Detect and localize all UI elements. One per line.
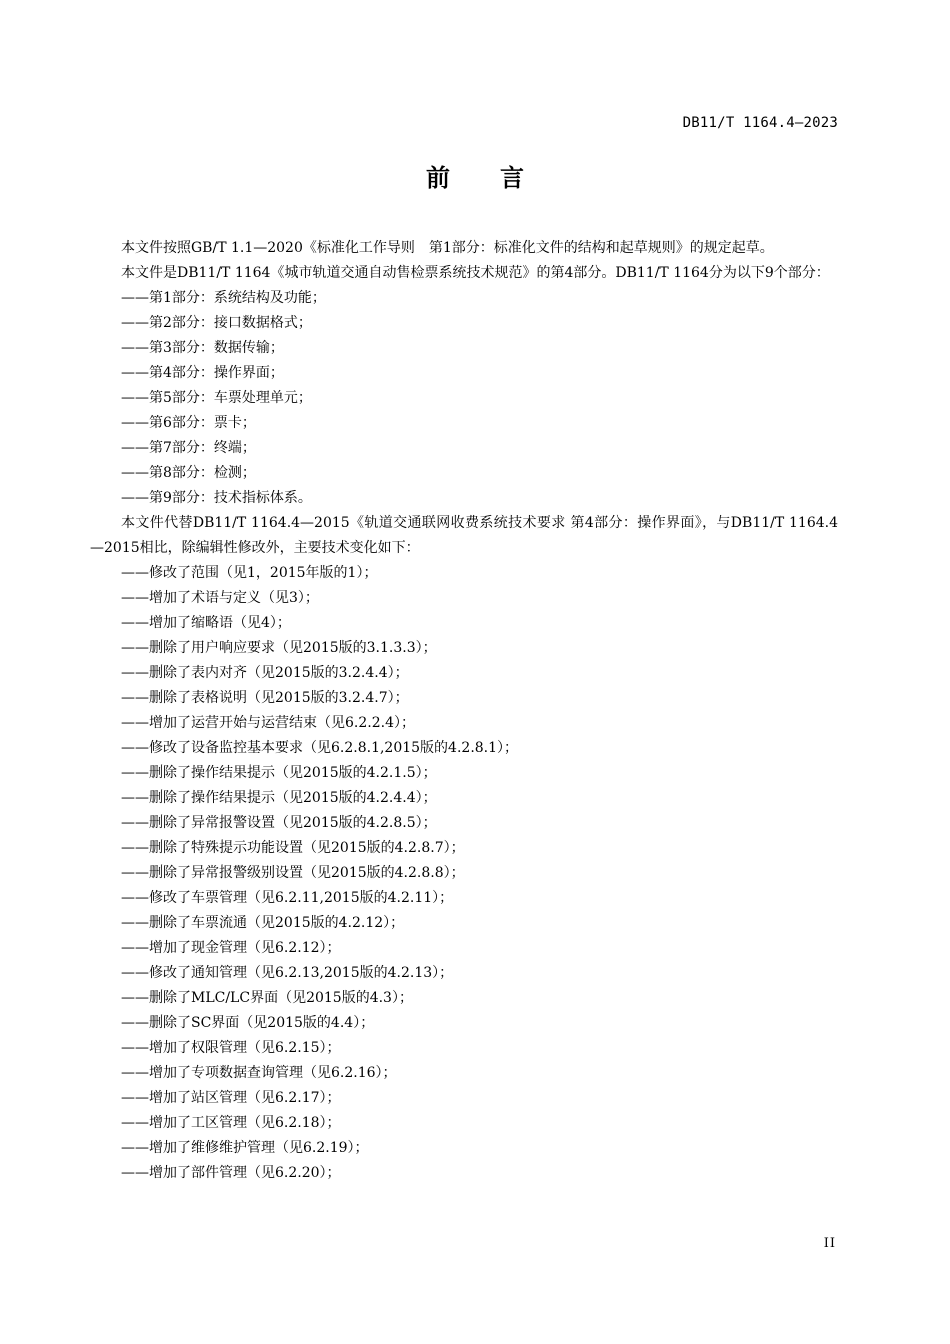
list-item: ——增加了维修维护管理（见6.2.19）； [121, 1140, 369, 1156]
list-item: ——第7部分：终端； [121, 440, 256, 456]
list-item: ——第5部分：车票处理单元； [121, 390, 312, 406]
list-item: ——修改了范围（见1，2015年版的1）； [121, 565, 378, 581]
list-item: ——删除了车票流通（见2015版的4.2.12）； [121, 915, 405, 931]
list-item: ——删除了异常报警级别设置（见2015版的4.2.8.8）； [121, 865, 465, 881]
foreword-content [90, 236, 838, 1186]
list-item: ——修改了通知管理（见6.2.13,2015版的4.2.13）； [121, 965, 454, 981]
list-item: ——增加了权限管理（见6.2.15）； [121, 1040, 341, 1056]
list-item: ——增加了运营开始与运营结束（见6.2.2.4）； [121, 715, 415, 731]
list-item: ——增加了缩略语（见4）； [121, 615, 291, 631]
list-item: ——删除了表格说明（见2015版的3.2.4.7）； [121, 690, 409, 706]
list-item: ——增加了部件管理（见6.2.20）； [121, 1165, 341, 1181]
list-item: ——增加了现金管理（见6.2.12）； [121, 940, 341, 956]
list-item: ——删除了SC界面（见2015版的4.4）； [121, 1015, 375, 1031]
page-title: 前言 [426, 164, 574, 192]
list-item: ——第1部分：系统结构及功能； [121, 290, 326, 306]
list-item: ——删除了表内对齐（见2015版的3.2.4.4）； [121, 665, 409, 681]
list-item: ——第2部分：接口数据格式； [121, 315, 312, 331]
parts-list [90, 286, 838, 511]
list-item: ——第8部分：检测； [121, 465, 256, 481]
list-item: ——第6部分：票卡； [121, 415, 256, 431]
list-item: ——删除了用户响应要求（见2015版的3.1.3.3）； [121, 640, 437, 656]
list-item: ——第9部分：技术指标体系。 [121, 490, 312, 506]
list-item: ——增加了术语与定义（见3）； [121, 590, 319, 606]
paragraph-replacement: 本文件代替DB11/T 1164.4—2015《轨道交通联网收费系统技术要求 第4部分：操作界面》，与DB11/T 1164.4—2015相比，除编辑性修改外，主要技术变化如下： [90, 515, 838, 556]
list-item: ——增加了工区管理（见6.2.18）； [121, 1115, 341, 1131]
list-item: ——第3部分：数据传输； [121, 340, 284, 356]
list-item: ——修改了设备监控基本要求（见6.2.8.1,2015版的4.2.8.1）； [121, 740, 519, 756]
list-item: ——修改了车票管理（见6.2.11,2015版的4.2.11）； [121, 890, 454, 906]
page-number: II [823, 1236, 836, 1251]
list-item: ——删除了操作结果提示（见2015版的4.2.4.4）； [121, 790, 437, 806]
list-item: ——增加了专项数据查询管理（见6.2.16）； [121, 1065, 397, 1081]
list-item: ——删除了特殊提示功能设置（见2015版的4.2.8.7）； [121, 840, 465, 856]
list-item: ——增加了站区管理（见6.2.17）； [121, 1090, 341, 1106]
paragraph-drafting-rules: 本文件按照GB/T 1.1—2020《标准化工作导则 第1部分：标准化文件的结构和起草规则》的规定起草。 [121, 240, 774, 256]
changes-list [90, 561, 838, 1186]
list-item: ——删除了异常报警设置（见2015版的4.2.8.5）； [121, 815, 437, 831]
list-item: ——删除了操作结果提示（见2015版的4.2.1.5）； [121, 765, 437, 781]
list-item: ——第4部分：操作界面； [121, 365, 284, 381]
document-code: DB11/T 1164.4—2023 [682, 115, 838, 131]
list-item: ——删除了MLC/LC界面（见2015版的4.3）； [121, 990, 413, 1006]
paragraph-parts-intro: 本文件是DB11/T 1164《城市轨道交通自动售检票系统技术规范》的第4部分。DB11/T 1164分为以下9个部分： [121, 265, 830, 281]
